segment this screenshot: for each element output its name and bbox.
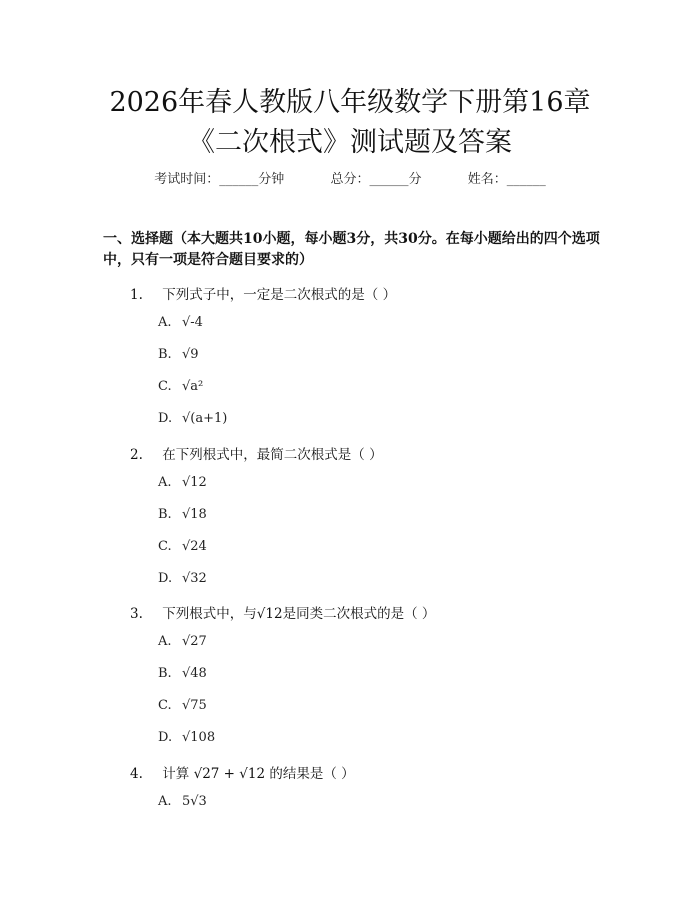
question-4	[130, 762, 355, 782]
option-3d	[158, 730, 215, 745]
option-3b	[158, 666, 207, 681]
option-label: C.	[158, 379, 172, 394]
option-1c	[158, 379, 203, 394]
question-text: 下列根式中，与√12是同类二次根式的是（ ）	[162, 606, 436, 622]
option-label: C.	[158, 539, 172, 554]
question-2	[130, 443, 383, 463]
option-text: √24	[182, 539, 207, 554]
option-label: D.	[158, 571, 173, 586]
question-1	[130, 283, 396, 303]
option-4a	[158, 794, 207, 809]
total-score-field: 总分：______分	[330, 172, 422, 187]
option-2d	[158, 571, 207, 586]
option-text: √48	[182, 666, 207, 681]
question-text: 下列式子中，一定是二次根式的是（ ）	[162, 287, 397, 303]
option-1b	[158, 347, 199, 362]
question-text: 计算 √27 + √12 的结果是（ ）	[162, 766, 355, 782]
option-label: A.	[158, 794, 172, 809]
option-2b	[158, 507, 207, 522]
option-text: √-4	[182, 315, 203, 330]
option-1a	[158, 315, 203, 330]
option-1d	[158, 411, 227, 426]
question-number: 3.	[130, 606, 143, 622]
option-text: √9	[182, 347, 199, 362]
option-3c	[158, 698, 207, 713]
option-text: √27	[182, 634, 207, 649]
option-text: √(a+1)	[182, 411, 228, 426]
option-label: C.	[158, 698, 172, 713]
option-3a	[158, 634, 207, 649]
question-number: 1.	[130, 287, 143, 303]
name-field: 姓名：______	[467, 172, 546, 187]
option-label: B.	[158, 347, 172, 362]
option-text: √32	[182, 571, 207, 586]
option-label: A.	[158, 315, 172, 330]
option-label: D.	[158, 730, 173, 745]
option-label: A.	[158, 634, 172, 649]
option-text: 5√3	[182, 794, 207, 809]
option-text: √75	[182, 698, 207, 713]
option-text: √18	[182, 507, 207, 522]
exam-time-field: 考试时间：______分钟	[154, 172, 285, 187]
question-number: 2.	[130, 447, 143, 463]
option-label: B.	[158, 666, 172, 681]
page-title: 2026年春人教版八年级数学下册第16章	[109, 87, 591, 118]
exam-info	[0, 168, 700, 187]
option-label: D.	[158, 411, 173, 426]
question-3	[130, 602, 435, 622]
question-number: 4.	[130, 766, 143, 782]
section-heading: 一、选择题（本大题共10小题，每小题3分，共30分。在每小题给出的四个选项中，只有一项是符合题目要求的）	[103, 231, 600, 268]
question-text: 在下列根式中，最简二次根式是（ ）	[162, 447, 383, 463]
option-2a	[158, 475, 207, 490]
option-text: √12	[182, 475, 207, 490]
option-text: √108	[182, 730, 216, 745]
page-subtitle: 《二次根式》测试题及答案	[188, 127, 512, 158]
option-label: A.	[158, 475, 172, 490]
option-2c	[158, 539, 207, 554]
option-label: B.	[158, 507, 172, 522]
option-text: √a²	[182, 379, 204, 394]
